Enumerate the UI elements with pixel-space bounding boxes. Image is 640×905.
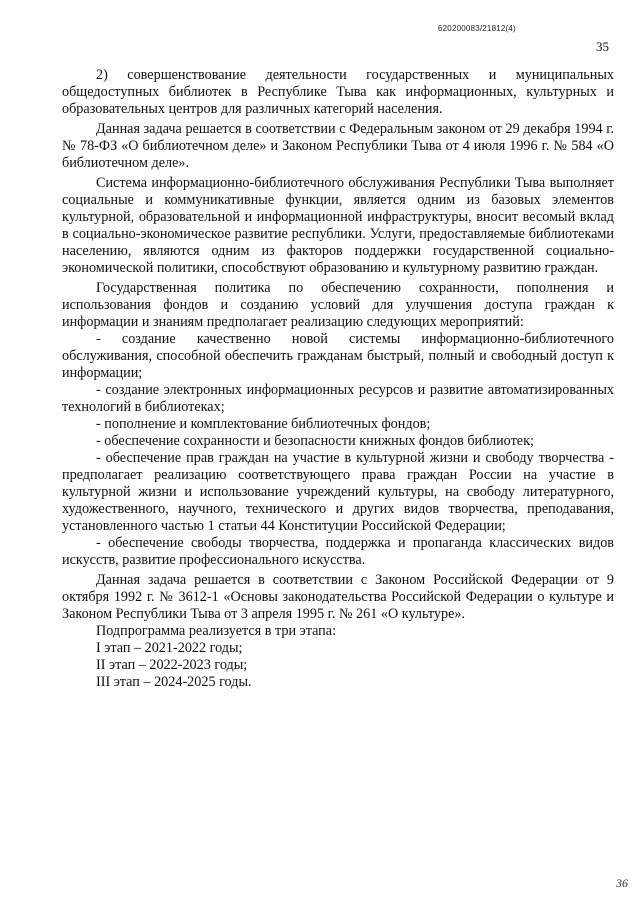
list-item: - обеспечение прав граждан на участие в культурной жизни и свободу творчества - предполагает реализацию соответствующего права граждан России на участие в культурной жизни и использование учреждений культуры, на свободу литературного, художественного, научного, технического и других видов творчества, преподавания, установленного частью 1 статьи 44 Конституции Российской Федерации;	[62, 450, 614, 534]
paragraph-federal-law: Данная задача решается в соответствии с Федеральным законом от 29 декабря 1994 г. № 78-ФЗ «О библиотечном деле» и Законом Республики Тыва от 4 июля 1996 г. № 584 «О библиотечном деле».	[62, 121, 614, 171]
list-item: - создание качественно новой системы информационно-библиотечного обслуживания, способной обеспечить гражданам быстрый, полный и свободный доступ к информации;	[62, 331, 614, 381]
list-item: - обеспечение сохранности и безопасности книжных фондов библиотек;	[96, 433, 534, 449]
paragraph-stages-intro: Подпрограмма реализуется в три этапа:	[96, 623, 337, 639]
paragraph-task-2: 2) совершенствование деятельности государственных и муниципальных общедоступных библиотек в Республике Тыва как информационных, культурных и образовательных центров для различных категорий населения.	[62, 67, 614, 117]
paragraph-library-system: Система информационно-библиотечного обслуживания Республики Тыва выполняет социальные и коммуникативные функции, является одним из базовых элементов культурной, образовательной и информационной инфраструктуры, вносит весомый вклад в социально-экономическое развитие республики. Услуги, предоставляемые библиотеками населению, являются одним из факторов поддержки государственной социально-экономической политики, способствуют образованию и культурному развитию граждан.	[62, 175, 614, 276]
stage-item: III этап – 2024-2025 годы.	[96, 674, 252, 690]
stage-item: II этап – 2022-2023 годы;	[96, 657, 248, 673]
list-item: - создание электронных информационных ресурсов и развитие автоматизированных технологий в библиотеках;	[62, 382, 614, 415]
paragraph-state-policy: Государственная политика по обеспечению сохранности, пополнения и использования фондов и созданию условий для улучшения доступа граждан к информации и знаниям предполагает реализацию следующих мероприятий:	[62, 280, 614, 330]
document-body	[62, 67, 614, 691]
list-item: - обеспечение свободы творчества, поддержка и пропаганда классических видов искусств, развитие профессионального искусства.	[62, 535, 614, 568]
document-id: 620200083/21812(4)	[438, 24, 516, 33]
page-number: 35	[596, 39, 609, 54]
paragraph-culture-law: Данная задача решается в соответствии с Законом Российской Федерации от 9 октября 1992 г. № 3612-1 «Основы законодательства Российской Федерации о культуре и Законом Республики Тыва от 3 апреля 1995 г. № 261 «О культуре».	[62, 572, 614, 622]
stage-item: I этап – 2021-2022 годы;	[96, 640, 243, 656]
handwritten-page-number: 36	[616, 876, 628, 890]
list-item: - пополнение и комплектование библиотечных фондов;	[96, 416, 431, 432]
